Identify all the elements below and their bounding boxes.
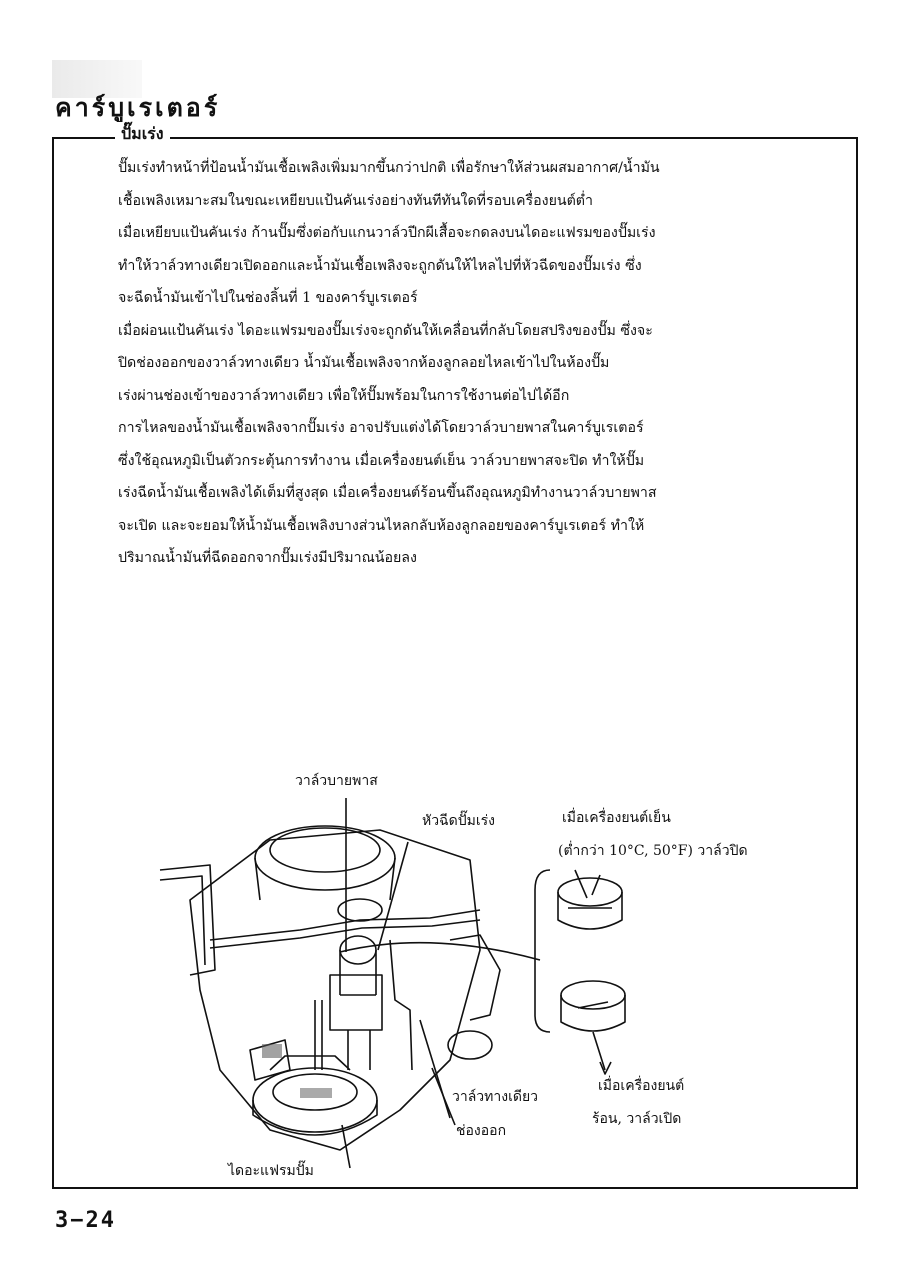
body-line: ปั๊มเร่งทำหน้าที่ป้อนน้ำมันเชื้อเพลิงเพิ่มมากขึ้นกว่าปกติ เพื่อรักษาให้ส่วนผสมอากาศ/น้ำมัน [118, 160, 660, 176]
body-line: จะฉีดน้ำมันเข้าไปในช่องลิ้นที่ 1 ของคาร์บูเรเตอร์ [118, 290, 418, 306]
body-line: ซึ่งใช้อุณหภูมิเป็นตัวกระตุ้นการทำงาน เมื่อเครื่องยนต์เย็น วาล์วบายพาสจะปิด ทำให้ปั๊ม [118, 452, 645, 469]
body-line: เชื้อเพลิงเหมาะสมในขณะเหยียบแป้นคันเร่งอย่างทันทีทันใดที่รอบเครื่องยนต์ต่ำ [118, 192, 593, 209]
label-one-way-valve: วาล์วทางเดียว [452, 1089, 539, 1105]
carburetor-diagram [150, 770, 850, 1180]
label-cold-engine: เมื่อเครื่องยนต์เย็น [562, 810, 671, 826]
body-line: ปริมาณน้ำมันที่ฉีดออกจากปั๊มเร่งมีปริมาณน้อยลง [118, 550, 417, 566]
body-line: จะเปิด และจะยอมให้น้ำมันเชื้อเพลิงบางส่วนไหลกลับห้องลูกลอยของคาร์บูเรเตอร์ ทำให้ [118, 517, 645, 534]
label-bypass-valve: วาล์วบายพาส [295, 773, 378, 789]
label-hot-engine: เมื่อเครื่องยนต์ [598, 1078, 685, 1094]
body-line: ทำให้วาล์วทางเดียวเปิดออกและน้ำมันเชื้อเพลิงจะถูกดันให้ไหลไปที่หัวฉีดของปั๊มเร่ง ซึ่ง [118, 257, 642, 274]
label-outlet: ช่องออก [456, 1123, 507, 1139]
carburetor-figure [150, 770, 850, 1180]
body-line: การไหลของน้ำมันเชื้อเพลิงจากปั๊มเร่ง อาจปรับแต่งได้โดยวาล์วบายพาสในคาร์บูเรเตอร์ [118, 420, 644, 436]
body-line: เร่งผ่านช่องเข้าของวาล์วทางเดียว เพื่อให้ปั๊มพร้อมในการใช้งานต่อไปได้อีก [118, 387, 570, 404]
page-number: 3−24 [55, 1208, 116, 1233]
body-line: เมื่อผ่อนแป้นคันเร่ง ไดอะแฟรมของปั๊มเร่งจะถูกดันให้เคลื่อนที่กลับโดยสปริงของปั๊ม ซึ่งจะ [118, 322, 653, 339]
label-hot-condition: ร้อน, วาล์วเปิด [592, 1111, 682, 1127]
body-line: เมื่อเหยียบแป้นคันเร่ง ก้านปั๊มซึ่งต่อกับแกนวาล์วปีกผีเสื้อจะกดลงบนไดอะแฟรมของปั๊มเร่ง [118, 225, 656, 241]
section-label: ปั๊มเร่ง [115, 122, 170, 147]
label-pump-nozzle: หัวฉีดปั๊มเร่ง [422, 813, 495, 829]
body-line: ปิดช่องออกของวาล์วทางเดียว น้ำมันเชื้อเพลิงจากห้องลูกลอยไหลเข้าไปในห้องปั๊ม [118, 355, 610, 371]
body-line: เร่งฉีดน้ำมันเชื้อเพลิงได้เต็มที่สูงสุด เมื่อเครื่องยนต์ร้อนขึ้นถึงอุณหภูมิทำงานวาล์วบายพาส [118, 485, 657, 501]
label-pump-diaphragm: ไดอะแฟรมปั๊ม [228, 1163, 314, 1179]
label-cold-condition: (ต่ำกว่า 10°C, 50°F) วาล์วปิด [558, 843, 748, 859]
chapter-title: คาร์บูเรเตอร์ [55, 93, 221, 122]
body-text [118, 152, 730, 575]
